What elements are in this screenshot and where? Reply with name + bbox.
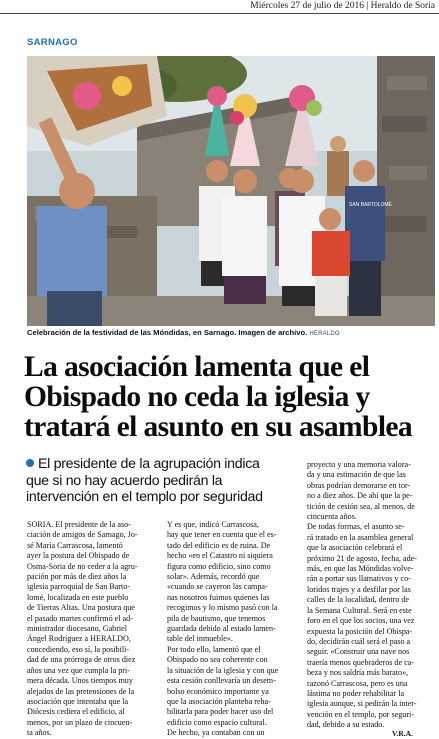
body-text-line: cincuenta años.: [307, 512, 357, 522]
body-text-line: De hecho, ya contaban con un: [167, 728, 265, 738]
body-text-line: lástima no poder rehabilitar la: [307, 688, 405, 698]
body-text-line: razonó Carrascosa, pero es una: [307, 678, 408, 688]
body-text-line: rán a portar sus llamativos y co-: [307, 574, 411, 584]
body-text-line: de Tierras Altas. Una postura que: [27, 603, 135, 613]
author-signature: V.R.A.: [392, 729, 413, 738]
shirt-text: SAN BARTOLOMÉ: [349, 202, 392, 208]
caption-text: Celebración de la festividad de las Móndidas, en Sarnago. Imagen de archivo.: [27, 328, 308, 337]
body-text-line: bolso económico importante ya: [167, 686, 269, 696]
body-text-line: rá tratado en la asamblea general: [307, 532, 414, 542]
body-text-line: próximo 21 de agosto, fecha, ade-: [307, 553, 417, 563]
body-text-line: recogimos y lo mismo pasó con la: [167, 603, 278, 613]
body-text-line: dad, debido a su estado.: [307, 720, 385, 730]
body-text-line: tado del edificio es de ruina. De: [167, 540, 271, 550]
body-text-line: tición de cesión sea, al menos, de: [307, 501, 415, 511]
section-label: SARNAGO: [27, 37, 78, 48]
body-text-line: solar». Además, recordó que: [167, 572, 260, 582]
body-text-line: Ángel Rodríguez a HERALDO,: [27, 634, 131, 644]
body-text-line: asociación que intentaba que la: [27, 696, 129, 706]
body-text-line: «cuando se cayeron las campa-: [167, 582, 268, 592]
body-text-line: table del inmueble».: [167, 634, 233, 644]
date-line: [0, 0, 439, 14]
body-text-line: beza y nos saldría más barato»,: [307, 668, 409, 678]
body-column-3: [307, 460, 437, 731]
body-text-line: mera década. Unos tiempos muy: [27, 676, 133, 686]
body-text-line: iglesia parroquial de San Barto-: [27, 582, 130, 592]
headline: [24, 352, 439, 442]
subhead-line: intervención en el templo por seguridad: [26, 489, 263, 505]
body-text-line: pación por más de diez años la: [27, 572, 127, 582]
body-column-2: [167, 520, 297, 739]
body-text-line: menos, por un plazo de cincuen-: [27, 717, 133, 727]
body-text-line: ciación de amigos de Sarnago, Jo-: [27, 530, 138, 540]
date-line-text: Miércoles 27 de julio de 2016 | Heraldo de Soria: [250, 1, 435, 11]
body-text-line: más, en que las Móndidas volve-: [307, 564, 414, 574]
body-text-line: no a diez años. De ahí que la pe-: [307, 491, 413, 501]
body-text-line: De todas formas, el asunto se-: [307, 522, 405, 532]
body-text-line: esta cesión conllevaría un desem-: [167, 676, 276, 686]
body-text-line: concediendo, eso sí, la posibili-: [27, 644, 130, 654]
subhead-line: [26, 456, 306, 473]
body-text-line: Obispado no sea coherente con: [167, 655, 268, 665]
body-text-line: hecho «en el Catastro ni siquiera: [167, 551, 273, 561]
body-text-line: figura como edificio, sino como: [167, 561, 271, 571]
body-text-line: do, decidirán cuál será el paso a: [307, 636, 411, 646]
body-text-line: alejados de las pretensiones de la: [27, 686, 135, 696]
body-text-line: Diócesis cediera el edificio, al: [27, 707, 125, 717]
body-text-line: lomé, localizada en este pueblo: [27, 592, 129, 602]
subhead-line: que si no hay acuerdo pedirán la: [26, 472, 223, 489]
body-text-line: SORIA. El presidente de la aso-: [27, 520, 131, 529]
body-text-line: el pasado martes confirmó el ad-: [27, 613, 133, 623]
headline-line: Obispado no ceda la iglesia y: [24, 381, 370, 413]
body-text-line: Osma-Soria de no ceder a la agru-: [27, 561, 138, 571]
article-photo: [27, 56, 435, 326]
headline-line: tratará el asunto en su asamblea: [24, 411, 413, 443]
body-text-line: bilitarla para poder hacer uso del: [167, 707, 274, 717]
body-text-line: que la asociación celebrará el: [307, 543, 403, 553]
body-text-line: proyecto y una memoria valora-: [307, 460, 411, 469]
body-text-line: pila de bautismo, que tenemos: [167, 613, 266, 623]
body-text-line: guardada debido al estado lamen-: [167, 624, 276, 634]
body-text-line: expuesta la posición del Obispa-: [307, 626, 413, 636]
body-text-line: loridos trajes y a desfilar por las: [307, 584, 411, 594]
body-text-line: foro en el que los socios, una vez: [307, 616, 415, 626]
body-text-line: la situación de la iglesia y con que: [167, 665, 279, 675]
top-rule: [0, 13, 439, 14]
photo-caption: [27, 328, 437, 337]
subheadline: [26, 456, 306, 506]
body-text-line: Por todo ello, lamentó que el: [167, 644, 261, 654]
body-column-1: [27, 520, 155, 739]
photo-credit: HERALDO: [309, 331, 340, 337]
body-text-line: Y es que, indicó Carrascosa,: [167, 520, 259, 529]
body-text-line: calles de la localidad, dentro de: [307, 595, 410, 605]
body-text-line: edificio como espacio cultural.: [167, 717, 267, 727]
body-text-line: traería menos quebraderos de ca-: [307, 657, 414, 667]
headline-line: La asociación lamenta que el: [24, 351, 370, 383]
body-text-line: seguir. «Construir una nave nos: [307, 647, 410, 657]
body-text-line: ministrador diocesano, Gabriel: [27, 624, 128, 634]
body-text-line: que la asociación planteba reha-: [167, 696, 271, 706]
body-text-line: sé María Carrascosa, lamentó: [27, 540, 123, 550]
body-text-line: hay que tener en cuenta que el es-: [167, 530, 277, 540]
body-text-line: nas nosotros fuimos quienes las: [167, 592, 270, 602]
body-text-line: obras podrían demorarse en tor-: [307, 480, 411, 490]
body-text-line: ayer la postura del Obispado de: [27, 551, 130, 561]
photo-illustration: [27, 56, 435, 326]
body-text-line: años una vez que cumpla la pri-: [27, 665, 130, 675]
body-text-line: iglesia aunque, si pedirán la inter-: [307, 699, 417, 709]
subhead-line-text: El presidente de la agrupación indica: [38, 456, 260, 472]
body-text-line: da y una estimación de que las: [307, 470, 406, 480]
body-text-line: la Semana Cultural. Será en este: [307, 605, 412, 615]
body-text-line: vención en el templo, por seguri-: [307, 709, 414, 719]
bullet-icon: [26, 459, 34, 467]
body-text-line: dad de una prórroga de otros diez: [27, 655, 136, 665]
body-text-line: ta años.: [27, 728, 52, 738]
